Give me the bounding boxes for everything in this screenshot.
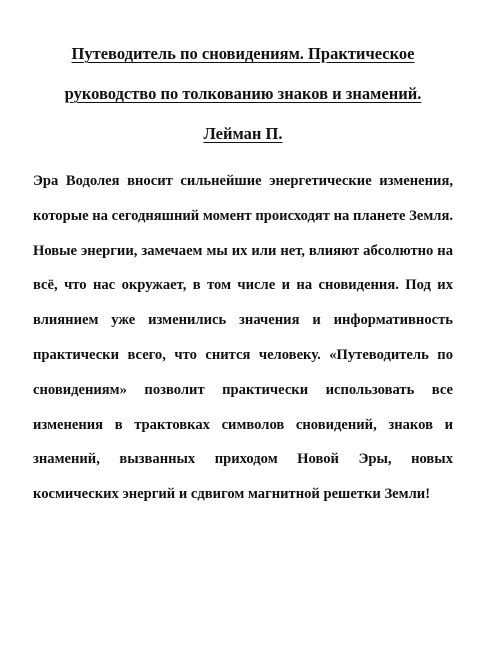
author-name: Лейман П. — [203, 124, 283, 143]
document-title — [33, 34, 453, 114]
title-line-2: руководство по толкованию знаков и знамений. — [64, 84, 422, 103]
body-paragraph: Эра Водолея вносит сильнейшие энергетические изменения, которые на сегодняшний момент происходят на планете Земля. Новые энергии, замечаем мы их или нет, влияют абсолютно на всё, что нас окружает, в том числе и на сновидения. Под их влиянием уже изменились значения и информативность практически всего, что снится человеку. «Путеводитель по сновидениям» позволит практически использовать все изменения в трактовках символов сновидений, знаков и знамений, вызванных приходом Новой Эры, новых космических энергий и сдвигом магнитной решетки Земли! — [33, 173, 453, 503]
title-line-1: Путеводитель по сновидениям. Практическое — [71, 44, 415, 63]
